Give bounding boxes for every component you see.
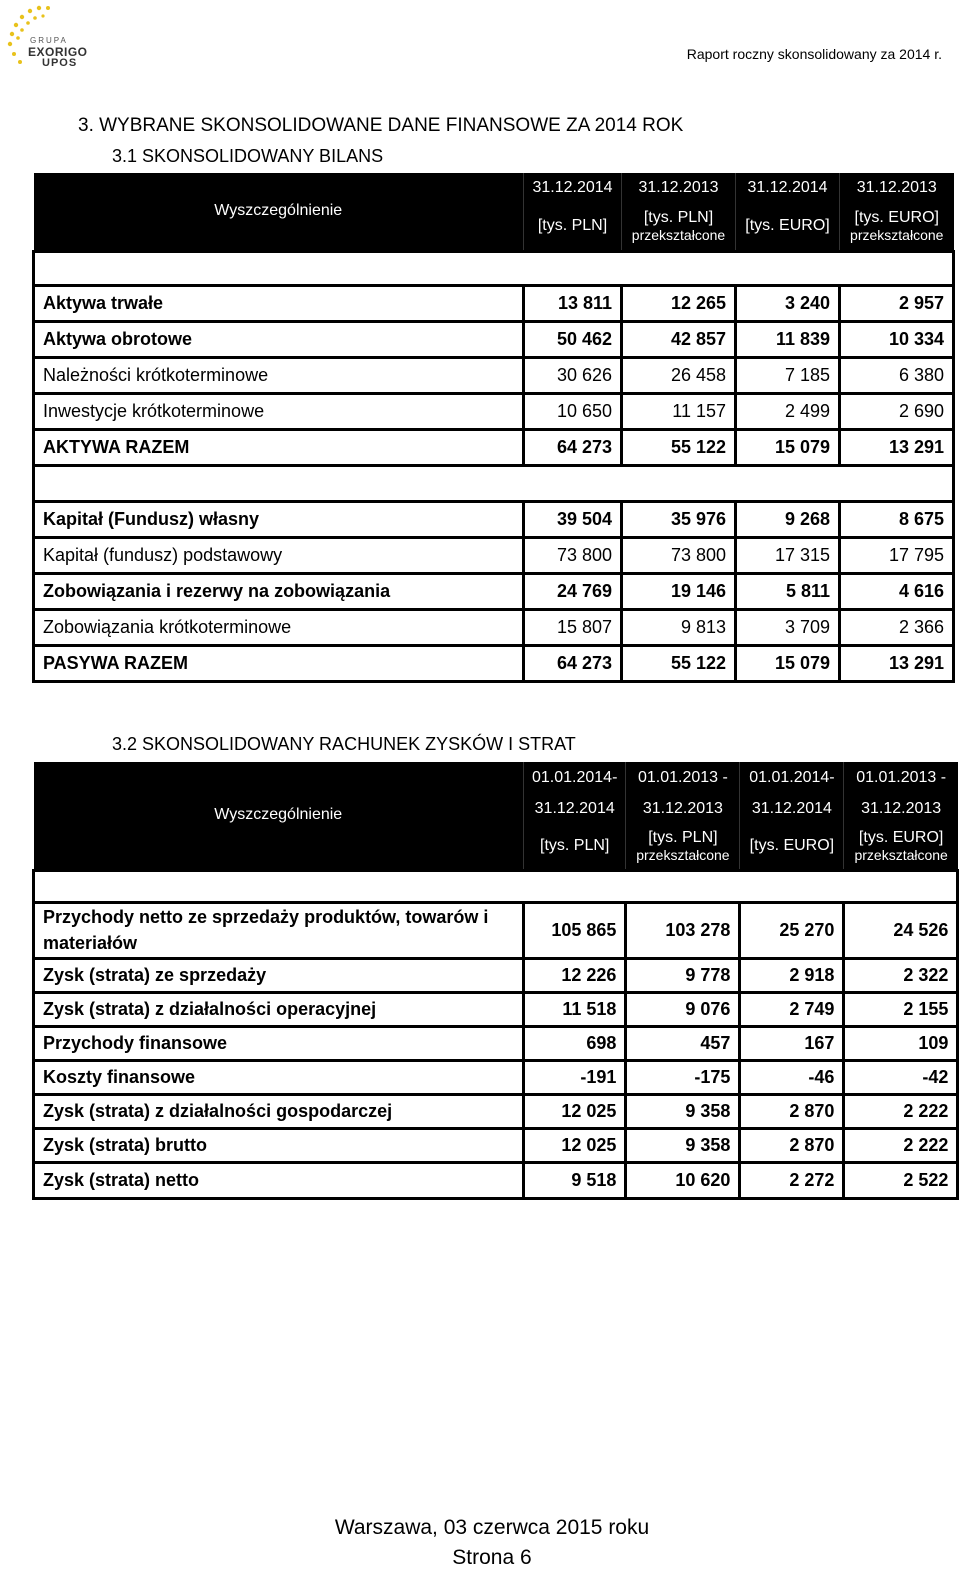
spacer-row <box>34 465 954 501</box>
row-value: 73 800 <box>524 537 622 573</box>
row-label: Zobowiązania krótkoterminowe <box>34 609 524 645</box>
row-value: 9 076 <box>626 992 740 1026</box>
row-value: -42 <box>844 1060 958 1094</box>
bilans-date: 31.12.2013 <box>840 173 954 203</box>
table-row <box>34 321 954 357</box>
row-value: -191 <box>524 1060 626 1094</box>
row-value: 10 334 <box>840 321 954 357</box>
bilans-date: 31.12.2014 <box>524 173 622 203</box>
rachunek-unit: [tys. EURO] <box>749 837 835 855</box>
row-value: 2 957 <box>840 285 954 321</box>
footer-page-number: Strona 6 <box>452 1546 532 1569</box>
period-start: 01.01.2013 - <box>844 762 958 794</box>
table-row <box>34 958 958 992</box>
row-value: 50 462 <box>524 321 622 357</box>
bilans-unit: [tys. PLN] <box>643 209 714 227</box>
row-value: 8 675 <box>840 501 954 537</box>
spacer-row <box>34 870 958 902</box>
row-value: 10 650 <box>524 393 622 429</box>
logo-text-exorigo: EXORIGO <box>28 45 88 59</box>
table-row <box>34 501 954 537</box>
period-end: 31.12.2014 <box>524 794 626 824</box>
period-start: 01.01.2013 - <box>626 762 740 794</box>
row-value: 7 185 <box>736 357 840 393</box>
row-value: -46 <box>740 1060 844 1094</box>
bilans-date: 31.12.2014 <box>736 173 840 203</box>
rachunek-col-label: Wyszczególnienie <box>34 762 524 870</box>
logo-text-grupa: GRUPA <box>30 36 68 45</box>
row-value: 3 709 <box>736 609 840 645</box>
row-value: -175 <box>626 1060 740 1094</box>
spacer-row <box>34 251 954 285</box>
row-value: 42 857 <box>622 321 736 357</box>
row-value: 5 811 <box>736 573 840 609</box>
row-value: 12 025 <box>524 1094 626 1128</box>
row-value: 2 272 <box>740 1162 844 1198</box>
row-label: Kapitał (fundusz) podstawowy <box>34 537 524 573</box>
bilans-title: 3.1 SKONSOLIDOWANY BILANS <box>112 146 384 166</box>
row-value: 15 807 <box>524 609 622 645</box>
table-row <box>34 1162 958 1198</box>
row-value: 109 <box>844 1026 958 1060</box>
row-value: 698 <box>524 1026 626 1060</box>
row-label: Zysk (strata) ze sprzedaży <box>34 958 524 992</box>
row-label: PASYWA RAZEM <box>34 645 524 681</box>
bilans-note: przekształcone <box>631 227 726 244</box>
footer-place-date: Warszawa, 03 czerwca 2015 roku <box>334 1516 650 1539</box>
row-value: 4 616 <box>840 573 954 609</box>
table-row <box>34 1060 958 1094</box>
table-row <box>34 537 954 573</box>
row-value: 9 268 <box>736 501 840 537</box>
row-value: 11 839 <box>736 321 840 357</box>
period-start: 01.01.2014- <box>524 762 626 794</box>
row-value: 2 499 <box>736 393 840 429</box>
row-value: 11 518 <box>524 992 626 1026</box>
row-label: Zysk (strata) z działalności gospodarczej <box>34 1094 524 1128</box>
table-row <box>34 573 954 609</box>
row-value: 15 079 <box>736 429 840 465</box>
row-value: 2 749 <box>740 992 844 1026</box>
rachunek-unit-cell <box>626 824 740 870</box>
row-label: Zysk (strata) brutto <box>34 1128 524 1162</box>
logo-text-upos: UPOS <box>42 57 78 69</box>
row-value: 55 122 <box>622 429 736 465</box>
row-value: 2 155 <box>844 992 958 1026</box>
row-label: Zysk (strata) netto <box>34 1162 524 1198</box>
row-value: 2 870 <box>740 1094 844 1128</box>
bilans-table <box>32 173 955 683</box>
table-row <box>34 902 958 958</box>
row-value: 13 811 <box>524 285 622 321</box>
row-label: Zysk (strata) z działalności operacyjnej <box>34 992 524 1026</box>
row-value: 2 870 <box>740 1128 844 1162</box>
report-title: Raport roczny skonsolidowany za 2014 r. <box>686 46 942 62</box>
rachunek-note: przekształcone <box>636 847 730 864</box>
bilans-unit: [tys. PLN] <box>537 217 608 235</box>
row-value: 12 265 <box>622 285 736 321</box>
row-label: Inwestycje krótkoterminowe <box>34 393 524 429</box>
row-value: 55 122 <box>622 645 736 681</box>
row-value: 9 358 <box>626 1128 740 1162</box>
bilans-unit: [tys. EURO] <box>854 209 939 227</box>
rachunek-note: przekształcone <box>854 847 948 864</box>
row-value: 2 690 <box>840 393 954 429</box>
row-value: 167 <box>740 1026 844 1060</box>
row-value: 9 358 <box>626 1094 740 1128</box>
row-value: 105 865 <box>524 902 626 958</box>
row-value: 6 380 <box>840 357 954 393</box>
row-value: 73 800 <box>622 537 736 573</box>
row-value: 19 146 <box>622 573 736 609</box>
row-label: Kapitał (Fundusz) własny <box>34 501 524 537</box>
row-label: Aktywa trwałe <box>34 285 524 321</box>
bilans-unit-cell <box>840 203 954 251</box>
table-row <box>34 1094 958 1128</box>
bilans-note: przekształcone <box>850 227 944 244</box>
table-row <box>34 1128 958 1162</box>
row-value: 39 504 <box>524 501 622 537</box>
table-row <box>34 645 954 681</box>
table-row <box>34 992 958 1026</box>
bilans-unit-cell <box>524 203 622 251</box>
table-row <box>34 285 954 321</box>
row-value: 12 025 <box>524 1128 626 1162</box>
row-value: 457 <box>626 1026 740 1060</box>
row-value: 17 315 <box>736 537 840 573</box>
row-label: Przychody netto ze sprzedaży produktów, towarów i materiałów <box>34 902 524 958</box>
rachunek-unit-cell <box>740 824 844 870</box>
company-logo <box>4 4 100 74</box>
row-value: 13 291 <box>840 429 954 465</box>
period-end: 31.12.2014 <box>740 794 844 824</box>
section-title: 3. WYBRANE SKONSOLIDOWANE DANE FINANSOWE ZA 2014 ROK <box>78 115 684 136</box>
row-value: 2 222 <box>844 1128 958 1162</box>
period-end: 31.12.2013 <box>844 794 958 824</box>
period-end: 31.12.2013 <box>626 794 740 824</box>
row-value: 26 458 <box>622 357 736 393</box>
row-label: Koszty finansowe <box>34 1060 524 1094</box>
row-value: 10 620 <box>626 1162 740 1198</box>
row-value: 24 769 <box>524 573 622 609</box>
row-label: Zobowiązania i rezerwy na zobowiązania <box>34 573 524 609</box>
row-value: 64 273 <box>524 645 622 681</box>
row-value: 24 526 <box>844 902 958 958</box>
row-value: 35 976 <box>622 501 736 537</box>
row-value: 103 278 <box>626 902 740 958</box>
rachunek-unit-cell <box>844 824 958 870</box>
rachunek-unit: [tys. PLN] <box>540 837 610 855</box>
row-value: 15 079 <box>736 645 840 681</box>
bilans-unit-cell <box>736 203 840 251</box>
table-row <box>34 429 954 465</box>
rachunek-unit: [tys. PLN] <box>648 829 718 847</box>
row-value: 25 270 <box>740 902 844 958</box>
row-value: 17 795 <box>840 537 954 573</box>
row-label: Należności krótkoterminowe <box>34 357 524 393</box>
rachunek-unit: [tys. EURO] <box>858 829 944 847</box>
period-start: 01.01.2014- <box>740 762 844 794</box>
row-value: 11 157 <box>622 393 736 429</box>
row-value: 30 626 <box>524 357 622 393</box>
row-value: 3 240 <box>736 285 840 321</box>
row-value: 2 222 <box>844 1094 958 1128</box>
row-value: 9 518 <box>524 1162 626 1198</box>
rachunek-title: 3.2 SKONSOLIDOWANY RACHUNEK ZYSKÓW I STRAT <box>112 734 576 754</box>
row-value: 13 291 <box>840 645 954 681</box>
rachunek-unit-cell <box>524 824 626 870</box>
bilans-unit-cell <box>622 203 736 251</box>
row-value: 64 273 <box>524 429 622 465</box>
row-value: 2 322 <box>844 958 958 992</box>
row-value: 2 918 <box>740 958 844 992</box>
row-value: 9 778 <box>626 958 740 992</box>
bilans-date: 31.12.2013 <box>622 173 736 203</box>
row-label: Przychody finansowe <box>34 1026 524 1060</box>
row-label: AKTYWA RAZEM <box>34 429 524 465</box>
bilans-col-label: Wyszczególnienie <box>34 173 524 251</box>
row-value: 12 226 <box>524 958 626 992</box>
rachunek-table <box>32 762 959 1200</box>
table-row <box>34 1026 958 1060</box>
row-value: 2 522 <box>844 1162 958 1198</box>
table-row <box>34 357 954 393</box>
table-row <box>34 609 954 645</box>
bilans-unit: [tys. EURO] <box>745 217 830 235</box>
row-value: 9 813 <box>622 609 736 645</box>
table-row <box>34 393 954 429</box>
row-label: Aktywa obrotowe <box>34 321 524 357</box>
row-value: 2 366 <box>840 609 954 645</box>
